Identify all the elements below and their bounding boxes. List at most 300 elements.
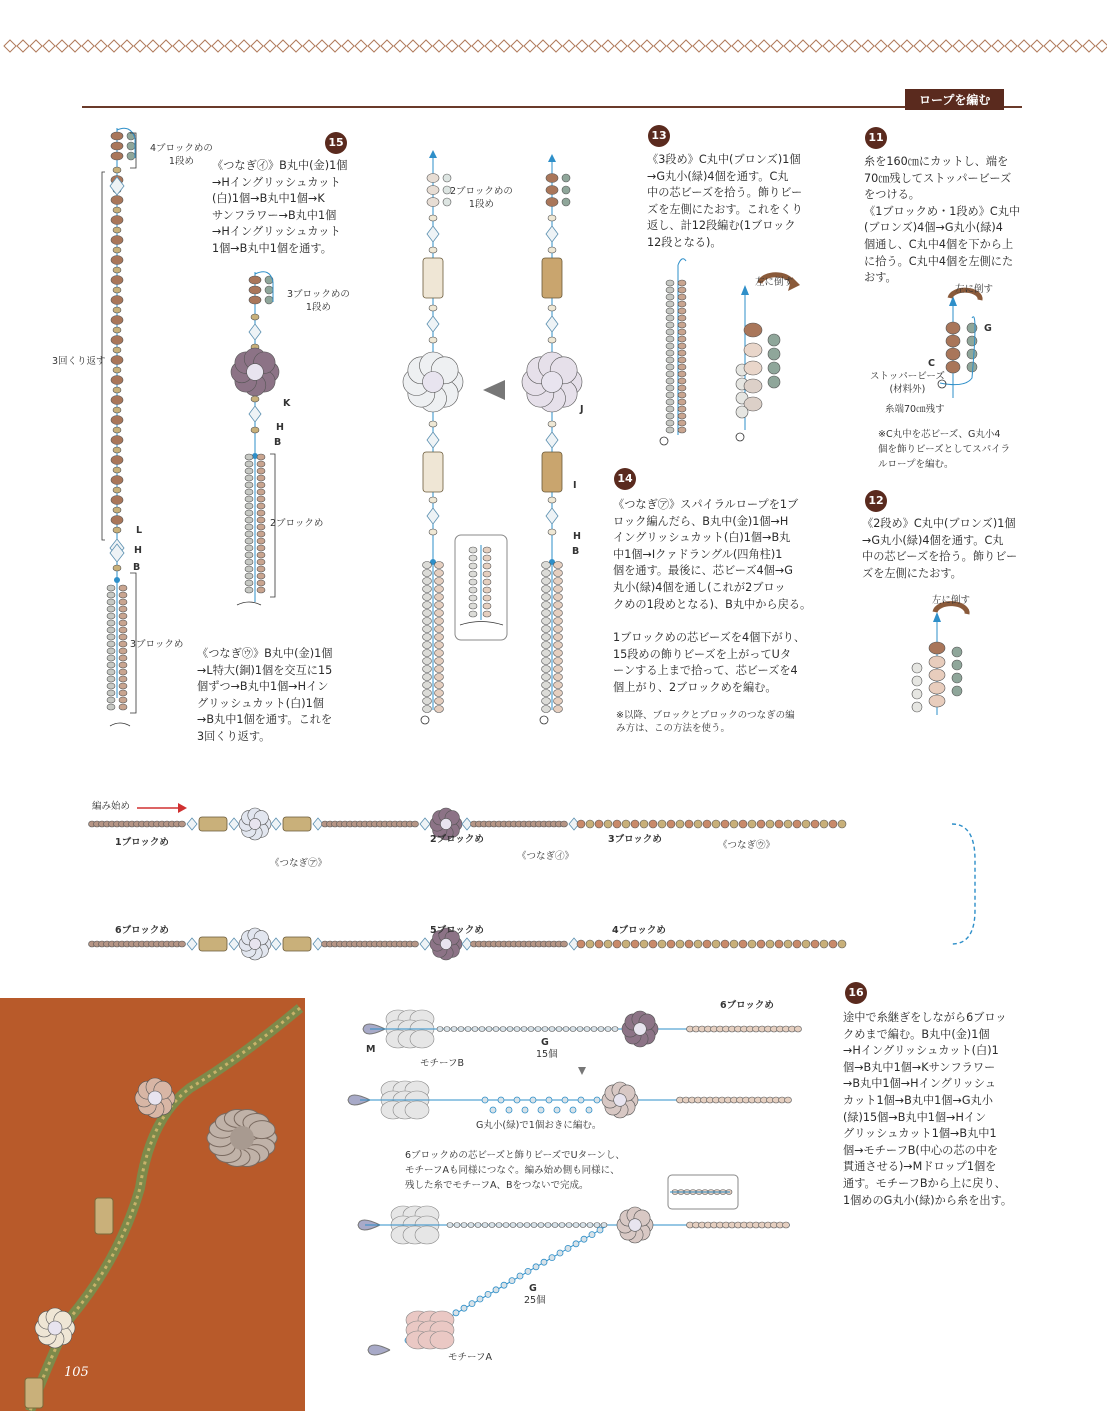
gold-bead: [548, 497, 556, 503]
border-diamond: [563, 40, 575, 52]
core-bead: [245, 496, 253, 502]
border-diamond: [121, 40, 133, 52]
deco-bead: [483, 587, 491, 593]
flower-center: [249, 938, 260, 949]
gold-bead: [548, 337, 556, 343]
g-bead: [554, 1107, 560, 1113]
core-bead: [546, 198, 558, 207]
deco-bead: [967, 362, 977, 372]
core-bead: [249, 276, 261, 284]
deco-bead: [257, 503, 265, 509]
left-l-label: L: [136, 525, 143, 536]
step15-text: 《つなぎ㋑》B丸中(金)1個 →Hイングリッシュカット (白)1個→B丸中1個→K サンフラワー→B丸中1個 →Hイングリッシュカット 1個→B丸中1個を通す。: [212, 159, 348, 255]
core-bead: [245, 503, 253, 509]
large-bead: [640, 820, 648, 828]
g-bead: [477, 1296, 483, 1302]
border-diamond: [901, 40, 913, 52]
deco-bead: [257, 510, 265, 516]
overview-block1-label: 1ブロックめ: [115, 837, 169, 848]
deco-bead: [554, 650, 563, 657]
core-bead: [245, 587, 253, 593]
border-diamond: [732, 40, 744, 52]
large-bead: [685, 940, 693, 948]
large-bead: [730, 940, 738, 948]
border-diamond: [108, 40, 120, 52]
top-border: [0, 36, 1107, 56]
g-bead: [506, 1107, 512, 1113]
core-bead: [111, 152, 123, 160]
deco-bead: [257, 573, 265, 579]
core-bead: [245, 566, 253, 572]
deco-bead: [768, 334, 780, 346]
border-diamond: [966, 40, 978, 52]
core-bead: [546, 186, 558, 195]
step16-text: 途中で糸継ぎをしながら6ブロッ クめまで編む。B丸中(金)1個 →Hイングリッシュカット(白)1 個→B丸中1個→Kサンフラワー →B丸中1個→Hイングリッシュ カット1個→B丸中1個→G丸小 (緑)15個→B丸中1個→Hイン グリッシュカット1個→B丸中1 個→モチーフB(中心の芯の中を 貫通させる)→Mドロップ1個を 通す。モチーフBから上に戻り、 1個めのG丸小(緑)から糸を出す。: [843, 1011, 1013, 1207]
bronze-bead: [111, 476, 123, 485]
small-bead: [437, 1027, 443, 1032]
core-bead: [423, 666, 432, 673]
cut-bead: [546, 226, 558, 242]
core-bead: [245, 524, 253, 530]
deco-bead: [554, 578, 563, 585]
core-bead: [542, 642, 551, 649]
overview-joint-u-label: 《つなぎ㋒》: [718, 840, 776, 851]
flower-center: [249, 818, 260, 829]
bronze-bead: [111, 496, 123, 505]
bronze-bead: [111, 236, 123, 245]
middle-b-label: B: [572, 546, 580, 557]
large-bead: [712, 820, 720, 828]
deco-bead: [952, 673, 962, 683]
deco-bead: [257, 468, 265, 474]
border-diamond: [1044, 40, 1056, 52]
border-diamond: [667, 40, 679, 52]
gold-bead: [548, 529, 556, 535]
cut-bead: [427, 432, 439, 448]
large-bead: [703, 820, 711, 828]
core-bead: [107, 613, 115, 619]
deco-bead: [257, 559, 265, 565]
core-bead: [929, 695, 945, 707]
border-diamond: [810, 40, 822, 52]
core-bead: [249, 296, 261, 304]
border-diamond: [212, 40, 224, 52]
small-bead: [451, 1027, 457, 1032]
gold-bead: [548, 305, 556, 311]
core-bead: [111, 132, 123, 140]
g-bead: [573, 1241, 579, 1247]
small-bead: [559, 1223, 565, 1228]
deco-bead: [435, 578, 444, 585]
gold-bead: [429, 215, 437, 221]
large-bead: [613, 820, 621, 828]
border-diamond: [407, 40, 419, 52]
small-bead: [514, 1027, 520, 1032]
large-bead: [838, 820, 846, 828]
cut-bead: [271, 818, 281, 830]
core-bead: [245, 573, 253, 579]
gold-bead: [113, 287, 121, 293]
core-bead: [542, 570, 551, 577]
small-bead: [584, 1027, 590, 1032]
large-bead: [622, 820, 630, 828]
core-bead: [423, 674, 432, 681]
border-diamond: [693, 40, 705, 52]
deco-bead: [435, 610, 444, 617]
step14-badge: 14: [614, 468, 636, 490]
rope-bead: [783, 1222, 790, 1228]
deco-bead: [483, 571, 491, 577]
deco-bead: [119, 662, 127, 668]
gold-bead: [113, 207, 121, 213]
core-bead: [427, 186, 439, 195]
border-diamond: [589, 40, 601, 52]
large-bead: [730, 820, 738, 828]
gold-bead: [113, 467, 121, 473]
large-bead: [694, 820, 702, 828]
core-bead: [542, 578, 551, 585]
deco-bead: [435, 642, 444, 649]
g-bead: [541, 1259, 547, 1265]
step15-badge: 15: [325, 132, 347, 154]
border-diamond: [316, 40, 328, 52]
core-bead: [469, 571, 477, 577]
step16-motif-b-label: モチーフB: [420, 1058, 465, 1069]
deco-bead: [435, 594, 444, 601]
core-bead: [469, 603, 477, 609]
gold-bead: [113, 427, 121, 433]
step15-block2-label: 2ブロックめ: [270, 518, 324, 529]
border-diamond: [56, 40, 68, 52]
bronze-bead: [111, 376, 123, 385]
border-diamond: [30, 40, 42, 52]
core-bead: [666, 294, 674, 300]
gold-bead: [113, 367, 121, 373]
deco-bead: [119, 641, 127, 647]
small-bead: [444, 1027, 450, 1032]
core-bead: [469, 579, 477, 585]
step16-m-label: M: [366, 1044, 376, 1055]
deco-bead: [435, 666, 444, 673]
deco-bead: [678, 315, 686, 321]
cut-bead: [187, 938, 197, 950]
border-diamond: [368, 40, 380, 52]
border-diamond: [992, 40, 1004, 52]
large-bead: [766, 820, 774, 828]
border-diamond: [355, 40, 367, 52]
quadrangle-bead: [542, 452, 562, 492]
bronze-bead: [111, 516, 123, 525]
core-bead: [666, 420, 674, 426]
deco-bead: [483, 579, 491, 585]
flower-center: [247, 364, 264, 381]
core-bead: [423, 594, 432, 601]
deco-bead: [967, 336, 977, 346]
small-bead: [479, 1027, 485, 1032]
core-bead: [744, 361, 762, 375]
deco-bead: [554, 626, 563, 633]
core-bead: [245, 580, 253, 586]
border-diamond: [1018, 40, 1030, 52]
photo-tube: [25, 1378, 43, 1408]
flower-center: [614, 1094, 627, 1107]
deco-bead: [554, 674, 563, 681]
step11-tilt-label: 左に倒す: [955, 284, 994, 295]
step11-badge: 11: [865, 127, 887, 149]
deco-bead: [119, 669, 127, 675]
core-bead: [107, 662, 115, 668]
large-bead: [595, 940, 603, 948]
border-diamond: [953, 40, 965, 52]
thread-knot: [114, 577, 120, 583]
core-bead: [245, 538, 253, 544]
core-bead: [423, 658, 432, 665]
core-bead: [666, 399, 674, 405]
g-bead: [570, 1107, 576, 1113]
large-bead: [829, 820, 837, 828]
g-bead: [522, 1107, 528, 1113]
g-bead: [578, 1097, 584, 1103]
gold-bead: [113, 447, 121, 453]
core-bead: [245, 482, 253, 488]
core-bead: [469, 563, 477, 569]
core-bead: [245, 545, 253, 551]
deco-bead: [435, 650, 444, 657]
rope-bead: [412, 821, 419, 827]
deco-bead: [435, 570, 444, 577]
core-bead: [666, 406, 674, 412]
deco-bead: [678, 378, 686, 384]
large-bead: [721, 820, 729, 828]
core-bead: [107, 620, 115, 626]
deco-bead: [678, 350, 686, 356]
core-bead: [423, 706, 432, 713]
deco-bead: [435, 658, 444, 665]
large-bead: [811, 940, 819, 948]
border-diamond: [160, 40, 172, 52]
core-bead: [666, 301, 674, 307]
bronze-bead: [111, 456, 123, 465]
g-bead: [493, 1287, 499, 1293]
middle-rope-diagram: [395, 150, 595, 730]
page-number: 105: [64, 1365, 89, 1380]
step16-g-label-2: G: [529, 1283, 537, 1294]
border-diamond: [290, 40, 302, 52]
gold-bead: [113, 327, 121, 333]
step16-g15-label: 15個: [536, 1049, 558, 1060]
small-bead: [570, 1027, 576, 1032]
deco-bead: [678, 392, 686, 398]
gold-bead: [251, 314, 259, 320]
small-bead: [458, 1027, 464, 1032]
core-bead: [542, 602, 551, 609]
core-bead: [469, 547, 477, 553]
small-bead: [500, 1027, 506, 1032]
small-bead: [612, 1027, 618, 1032]
small-bead: [601, 1223, 607, 1228]
left-block4-row1-label: 4ブロックめの 1段め: [150, 143, 213, 167]
small-bead: [454, 1223, 460, 1228]
large-bead: [604, 940, 612, 948]
step14-text: 《つなぎ㋐》スパイラルロープを1ブ ロック編んだら、B丸中(金)1個→H イングリッシュカット(白)1個→B丸 中1個→Iクァドラングル(四角柱)1 個を通す。最後に、芯ビーズ4個→G 丸小(緑)4個を通し(これが2ブロッ クめの1段めとなる)、B丸中から戻る。: [613, 498, 812, 611]
large-bead: [775, 820, 783, 828]
border-diamond: [95, 40, 107, 52]
core-bead: [666, 336, 674, 342]
bronze-bead: [111, 436, 123, 445]
bronze-bead: [111, 196, 123, 205]
thread-end: [110, 723, 130, 726]
core-bead: [542, 674, 551, 681]
deco-bead: [678, 427, 686, 433]
core-bead: [666, 350, 674, 356]
step15-h-label: H: [276, 422, 284, 433]
drop-bead: [368, 1345, 390, 1355]
border-diamond: [719, 40, 731, 52]
deco-bead: [483, 603, 491, 609]
core-bead: [111, 142, 123, 150]
small-bead: [507, 1027, 513, 1032]
deco-bead: [952, 686, 962, 696]
core-bead: [249, 286, 261, 294]
deco-bead: [257, 482, 265, 488]
deco-bead: [435, 682, 444, 689]
large-bead: [748, 820, 756, 828]
small-bead: [465, 1027, 471, 1032]
core-bead: [423, 602, 432, 609]
deco-bead: [435, 706, 444, 713]
gold-bead: [429, 421, 437, 427]
left-block3-label: 3ブロックめ: [130, 639, 184, 650]
core-bead: [542, 562, 551, 569]
cut-bead: [420, 938, 430, 950]
photo-tube: [95, 1198, 113, 1234]
core-bead: [107, 627, 115, 633]
gold-bead: [548, 215, 556, 221]
core-bead: [423, 698, 432, 705]
deco-bead: [257, 496, 265, 502]
core-bead: [107, 648, 115, 654]
small-bead: [447, 1223, 453, 1228]
core-bead: [666, 322, 674, 328]
border-diamond: [628, 40, 640, 52]
core-bead: [929, 669, 945, 681]
photo-motif-center: [230, 1126, 254, 1150]
large-bead: [739, 940, 747, 948]
core-bead: [423, 610, 432, 617]
g-bead: [586, 1107, 592, 1113]
border-diamond: [823, 40, 835, 52]
small-bead: [517, 1223, 523, 1228]
deco-bead: [912, 676, 922, 686]
border-diamond: [602, 40, 614, 52]
border-diamond: [836, 40, 848, 52]
deco-bead: [562, 186, 570, 194]
large-bead: [838, 940, 846, 948]
large-bead: [649, 820, 657, 828]
large-bead: [577, 820, 585, 828]
large-bead: [820, 940, 828, 948]
step13-text: 《3段め》C丸中(ブロンズ)1個 →G丸小(緑)4個を通す。C丸 中の芯ビーズを拾う。飾りビー ズを左側にたおす。これをくり 返し、計12段編む(1ブロック 12段となる)。: [647, 153, 803, 249]
overview-block5-label: 5ブロックめ: [430, 925, 484, 936]
deco-bead: [912, 663, 922, 673]
border-diamond: [511, 40, 523, 52]
gold-bead: [113, 347, 121, 353]
quadrangle-bead: [423, 452, 443, 492]
step12-badge: 12: [865, 490, 887, 512]
deco-bead: [435, 602, 444, 609]
g-bead: [501, 1282, 507, 1288]
border-diamond: [225, 40, 237, 52]
g-bead: [565, 1245, 571, 1251]
core-bead: [427, 174, 439, 183]
border-diamond: [17, 40, 29, 52]
small-bead: [573, 1223, 579, 1228]
core-bead: [542, 634, 551, 641]
down-arrow: [578, 1067, 586, 1075]
core-bead: [542, 666, 551, 673]
large-bead: [658, 820, 666, 828]
deco-bead: [554, 562, 563, 569]
bronze-bead: [111, 296, 123, 305]
deco-bead: [678, 406, 686, 412]
large-bead: [775, 940, 783, 948]
small-bead: [524, 1223, 530, 1228]
cut-bead: [427, 508, 439, 524]
g-bead: [485, 1291, 491, 1297]
large-bead: [703, 940, 711, 948]
core-bead: [946, 361, 960, 373]
deco-bead: [435, 618, 444, 625]
deco-bead: [119, 683, 127, 689]
border-diamond: [277, 40, 289, 52]
deco-bead: [678, 371, 686, 377]
gold-bead: [429, 305, 437, 311]
motif-a: [406, 1311, 454, 1349]
deco-bead: [265, 296, 273, 304]
direction-arrow: [483, 380, 505, 400]
core-bead: [929, 682, 945, 694]
photo-background: [0, 998, 305, 1411]
core-bead: [107, 676, 115, 682]
small-bead: [489, 1223, 495, 1228]
step16-g-label: G: [541, 1037, 549, 1048]
cut-bead: [546, 316, 558, 332]
core-bead: [744, 343, 762, 357]
step11-text: 糸を160㎝にカットし、端を 70㎝残してストッパービーズ をつける。 《1ブロックめ・1段め》C丸中 (ブロンズ)4個→G丸小(緑)4 個通し、C丸中4個を下から上 に拾う。C丸中4個を左側にた おす。: [864, 155, 1021, 285]
deco-bead: [119, 620, 127, 626]
border-diamond: [875, 40, 887, 52]
rope-bead: [795, 1026, 802, 1032]
border-diamond: [420, 40, 432, 52]
overview-block2-label: 2ブロックめ: [430, 834, 484, 845]
large-bead: [739, 820, 747, 828]
core-bead: [542, 658, 551, 665]
core-bead: [666, 371, 674, 377]
core-bead: [666, 413, 674, 419]
deco-bead: [257, 580, 265, 586]
gold-bead: [113, 565, 121, 571]
bronze-bead: [111, 316, 123, 325]
deco-bead: [119, 648, 127, 654]
core-bead: [666, 378, 674, 384]
border-diamond: [615, 40, 627, 52]
border-diamond: [498, 40, 510, 52]
cut-bead: [546, 432, 558, 448]
g-bead: [490, 1107, 496, 1113]
deco-bead: [257, 475, 265, 481]
core-bead: [423, 634, 432, 641]
deco-bead: [678, 329, 686, 335]
